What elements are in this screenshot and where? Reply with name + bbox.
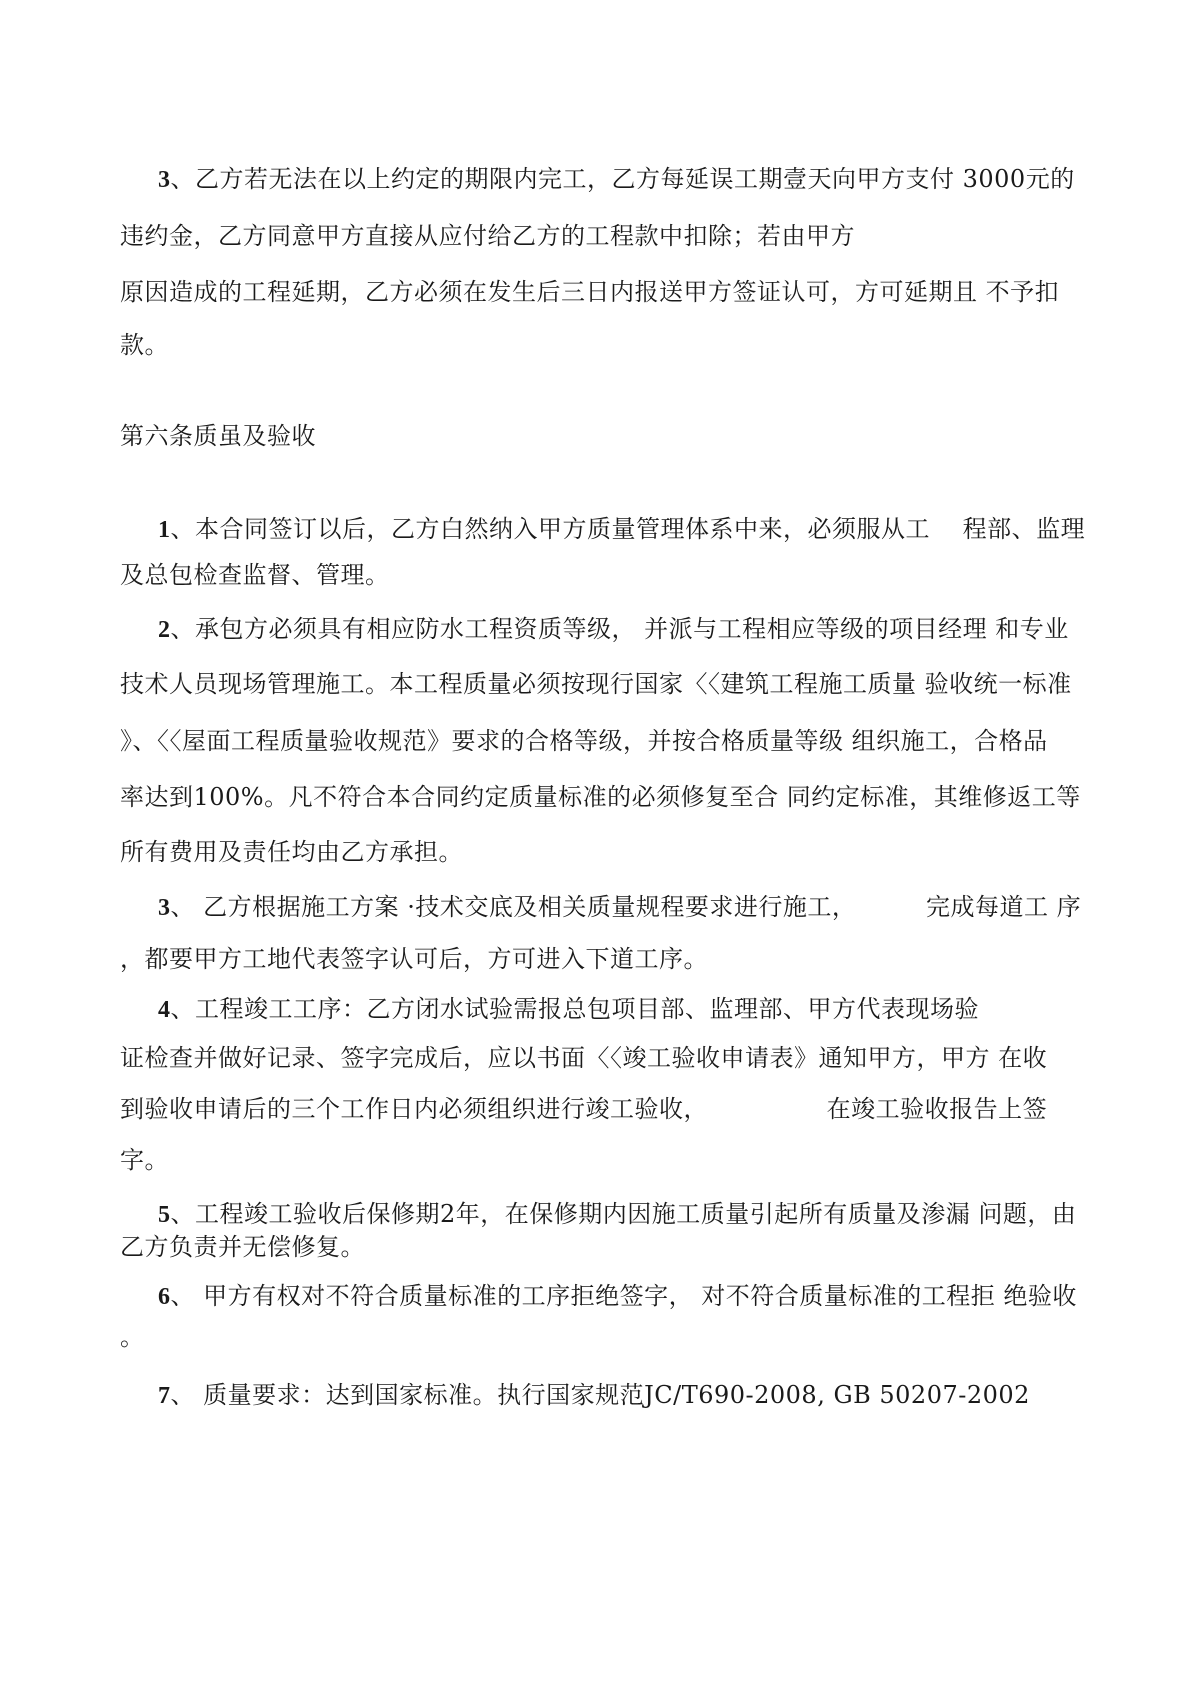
line-text: 所有费用及责任均由乙方承担。 — [120, 838, 463, 866]
clause-6-6-line-2 — [120, 1322, 145, 1352]
line-text: 》、〈〈屋面工程质量验收规范》要求的合格等级，并按合格质量等级 组织施工，合格品 — [120, 727, 1048, 755]
line-text: 、工程竣工验收后保修期2年，在保修期内因施工质量引起所有质量及渗漏 问题，由 — [170, 1200, 1077, 1228]
line-text: 、 甲方有权对不符合质量标准的工序拒绝签字， 对不符合质量标准的工程拒 绝验收 — [170, 1282, 1077, 1310]
clause-6-7-line-1 — [158, 1380, 1030, 1411]
clause-6-1-line-2 — [120, 560, 390, 590]
clause-6-4-line-4 — [120, 1145, 169, 1175]
clause-5-3-line-2 — [120, 221, 855, 251]
line-text: 款。 — [120, 331, 169, 359]
clause-6-3-line-1 — [158, 892, 1081, 923]
clause-6-5-line-1 — [158, 1199, 1076, 1230]
item-number: 6 — [158, 1284, 171, 1310]
line-text: 及总包检查监督、管理。 — [120, 561, 390, 589]
clause-5-3-line-4 — [120, 330, 169, 360]
item-number: 5 — [158, 1202, 171, 1228]
line-text: 原因造成的工程延期，乙方必须在发生后三日内报送甲方签证认可，方可延期且 不予扣 — [120, 278, 1060, 306]
line-text: 字。 — [120, 1146, 169, 1174]
clause-6-5-line-2 — [120, 1232, 365, 1262]
clause-6-4-line-1 — [158, 994, 979, 1025]
line-text: 、工程竣工工序：乙方闭水试验需报总包项目部、监理部、甲方代表现场验 — [170, 995, 979, 1023]
clause-6-1-line-1 — [158, 514, 1085, 545]
heading-text: 第六条质虽及验收 — [120, 422, 316, 450]
item-number: 1 — [158, 517, 171, 543]
line-text: 违约金，乙方同意甲方直接从应付给乙方的工程款中扣除；若由甲方 — [120, 222, 855, 250]
line-text: 乙方负责并无偿修复。 — [120, 1233, 365, 1261]
clause-6-2-line-2 — [120, 669, 1072, 699]
line-text: 、 质量要求：达到国家标准。执行国家规范JC/T690-2008, GB 50207-2002 — [170, 1381, 1030, 1409]
item-number: 3 — [158, 895, 171, 921]
line-text: 、 乙方根据施工方案 ·技术交底及相关质量规程要求进行施工， 完成每道工 序 — [170, 893, 1082, 921]
line-text: 。 — [120, 1323, 145, 1351]
item-number: 7 — [158, 1383, 171, 1409]
clause-6-6-line-1 — [158, 1281, 1077, 1312]
line-text: 、本合同签订以后，乙方白然纳入甲方质量管理体系中来，必须服从工 程部、监理 — [170, 515, 1086, 543]
clause-6-2-line-4 — [120, 782, 1081, 812]
line-text: 到验收申请后的三个工作日内必须组织进行竣工验收， 在竣工验收报告上签 — [120, 1095, 1048, 1123]
line-text: ，都要甲方工地代表签字认可后，方可进入下道工序。 — [120, 945, 708, 973]
item-number: 4 — [158, 997, 171, 1023]
section-heading-article-6 — [120, 421, 316, 451]
clause-6-4-line-2 — [120, 1043, 1047, 1073]
item-number: 3 — [158, 167, 171, 193]
line-text: 技术人员现场管理施工。本工程质量必须按现行国家〈〈建筑工程施工质量 验收统一标准 — [120, 670, 1072, 698]
clause-6-2-line-3 — [120, 726, 1048, 756]
line-text: 率达到100%。凡不符合本合同约定质量标准的必须修复至合 同约定标准，其维修返工等 — [120, 783, 1081, 811]
line-text: 、承包方必须具有相应防水工程资质等级， 并派与工程相应等级的项目经理 和专业 — [170, 615, 1069, 643]
clause-6-4-line-3 — [120, 1094, 1047, 1124]
line-text: 、乙方若无法在以上约定的期限内完工，乙方每延误工期壹天向甲方支付 3000元的 — [170, 165, 1075, 193]
clause-6-2-line-5 — [120, 837, 463, 867]
line-text: 证检查并做好记录、签字完成后，应以书面〈〈竣工验收申请表》通知甲方，甲方 在收 — [120, 1044, 1048, 1072]
clause-5-3-line-1 — [158, 164, 1075, 195]
clause-6-2-line-1 — [158, 614, 1069, 645]
item-number: 2 — [158, 617, 171, 643]
clause-5-3-line-3 — [120, 277, 1059, 307]
clause-6-3-line-2 — [120, 944, 708, 974]
